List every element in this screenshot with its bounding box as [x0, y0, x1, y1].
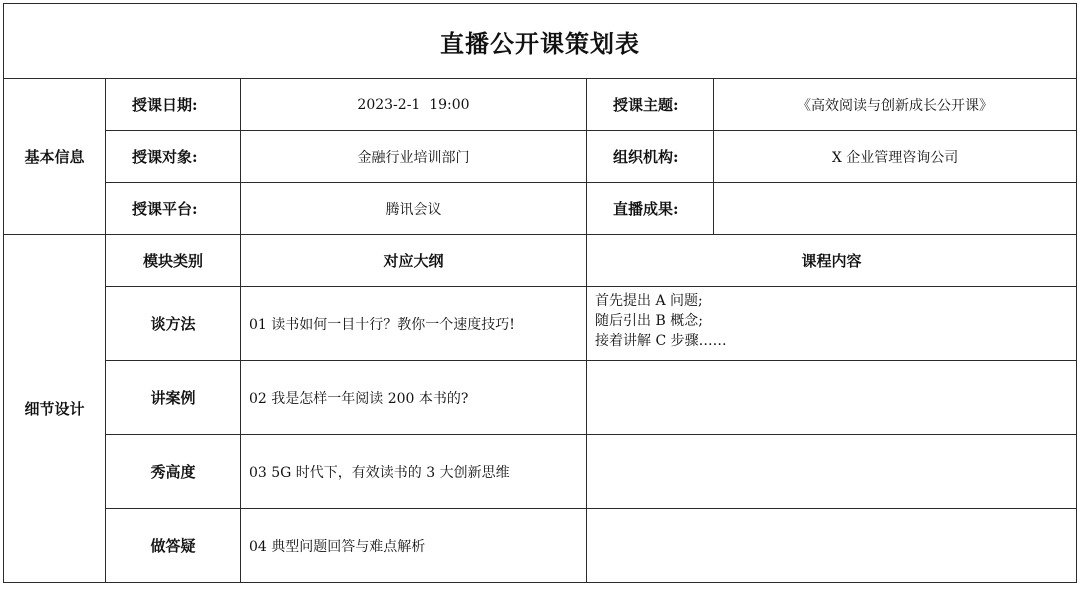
content-cell: [587, 435, 1077, 509]
outline-text: 01 读书如何一目十行？教你一个速度技巧!: [241, 287, 587, 361]
section-label-detail-design: 细节设计: [4, 235, 106, 583]
info-row-platform-result: [4, 183, 1077, 235]
content-line: 首先提出 A 问题;: [595, 293, 703, 309]
info-row-audience-organizer: [4, 131, 1077, 183]
platform-value: 腾讯会议: [241, 183, 587, 235]
module-name: 谈方法: [106, 287, 241, 361]
info-row-date-topic: [4, 79, 1077, 131]
content-line: 随后引出 B 概念;: [595, 313, 703, 329]
organizer-value: X 企业管理咨询公司: [714, 131, 1077, 183]
content-line: 接着讲解 C 步骤……: [595, 333, 727, 349]
topic-value: 《高效阅读与创新成长公开课》: [714, 79, 1077, 131]
planning-table: [3, 3, 1077, 583]
table-row: [4, 361, 1077, 435]
detail-header-row: [4, 235, 1077, 287]
content-cell: [587, 361, 1077, 435]
table-row: [4, 509, 1077, 583]
module-name: 秀高度: [106, 435, 241, 509]
organizer-label: 组织机构:: [587, 131, 714, 183]
content-cell: [587, 287, 1077, 361]
content-cell: [587, 509, 1077, 583]
table-row: [4, 287, 1077, 361]
module-name: 做答疑: [106, 509, 241, 583]
date-value: 2023-2-1 19:00: [241, 79, 587, 131]
result-value: [714, 183, 1077, 235]
platform-label: 授课平台:: [106, 183, 241, 235]
section-label-basic-info: 基本信息: [4, 79, 106, 235]
audience-value: 金融行业培训部门: [241, 131, 587, 183]
outline-text: 02 我是怎样一年阅读 200 本书的?: [241, 361, 587, 435]
audience-label: 授课对象:: [106, 131, 241, 183]
column-header-module: 模块类别: [106, 235, 241, 287]
module-name: 讲案例: [106, 361, 241, 435]
result-label: 直播成果:: [587, 183, 714, 235]
topic-label: 授课主题:: [587, 79, 714, 131]
column-header-content: 课程内容: [587, 235, 1077, 287]
date-label: 授课日期:: [106, 79, 241, 131]
outline-text: 03 5G 时代下，有效读书的 3 大创新思维: [241, 435, 587, 509]
outline-text: 04 典型问题回答与难点解析: [241, 509, 587, 583]
column-header-outline: 对应大纲: [241, 235, 587, 287]
table-title: 直播公开课策划表: [4, 4, 1077, 79]
table-row: [4, 435, 1077, 509]
